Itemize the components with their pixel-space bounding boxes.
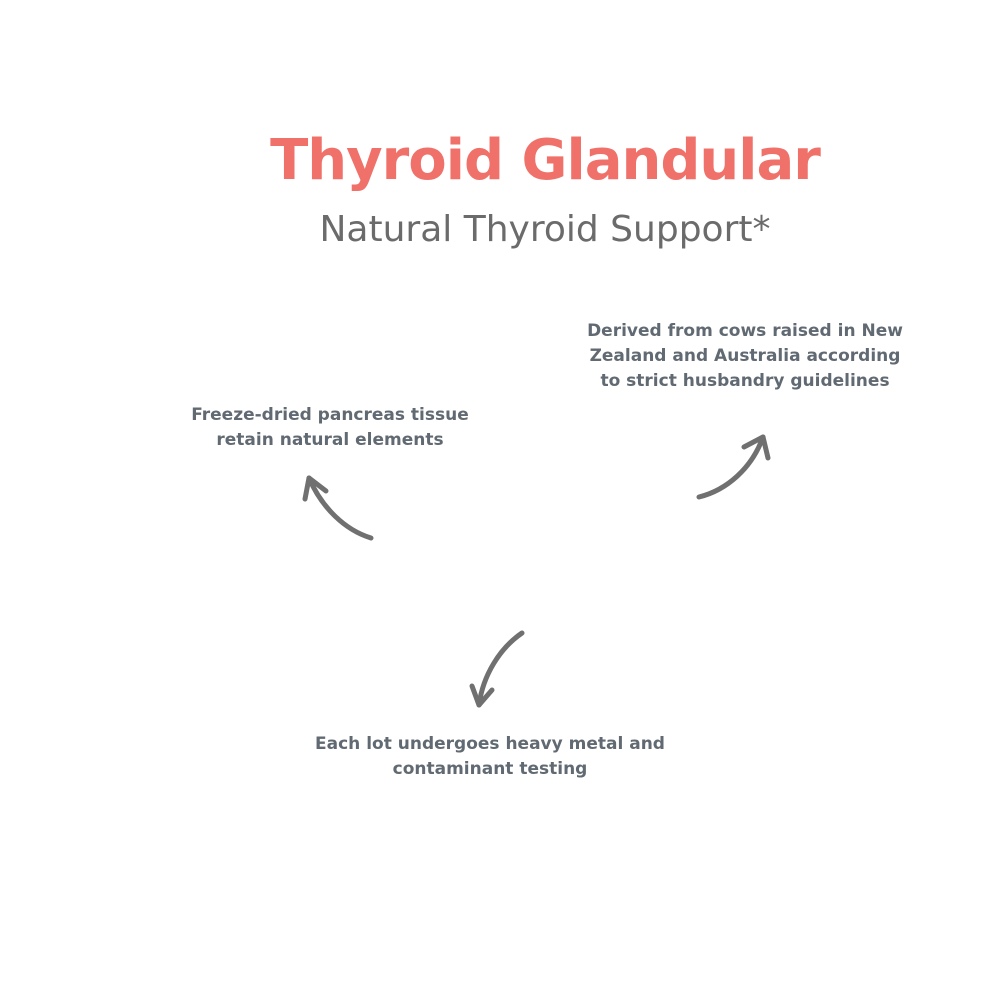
page-subtitle: Natural Thyroid Support* [319,209,771,250]
callout-testing: Each lot undergoes heavy metal and contaminant testing [315,734,665,779]
page-title: Thyroid Glandular [270,128,820,193]
callout-sourcing: Derived from cows raised in New Zealand and Australia according to strict husbandry guidelines [587,321,903,391]
callout-freeze-dried: Freeze-dried pancreas tissue retain natural elements [191,405,469,450]
